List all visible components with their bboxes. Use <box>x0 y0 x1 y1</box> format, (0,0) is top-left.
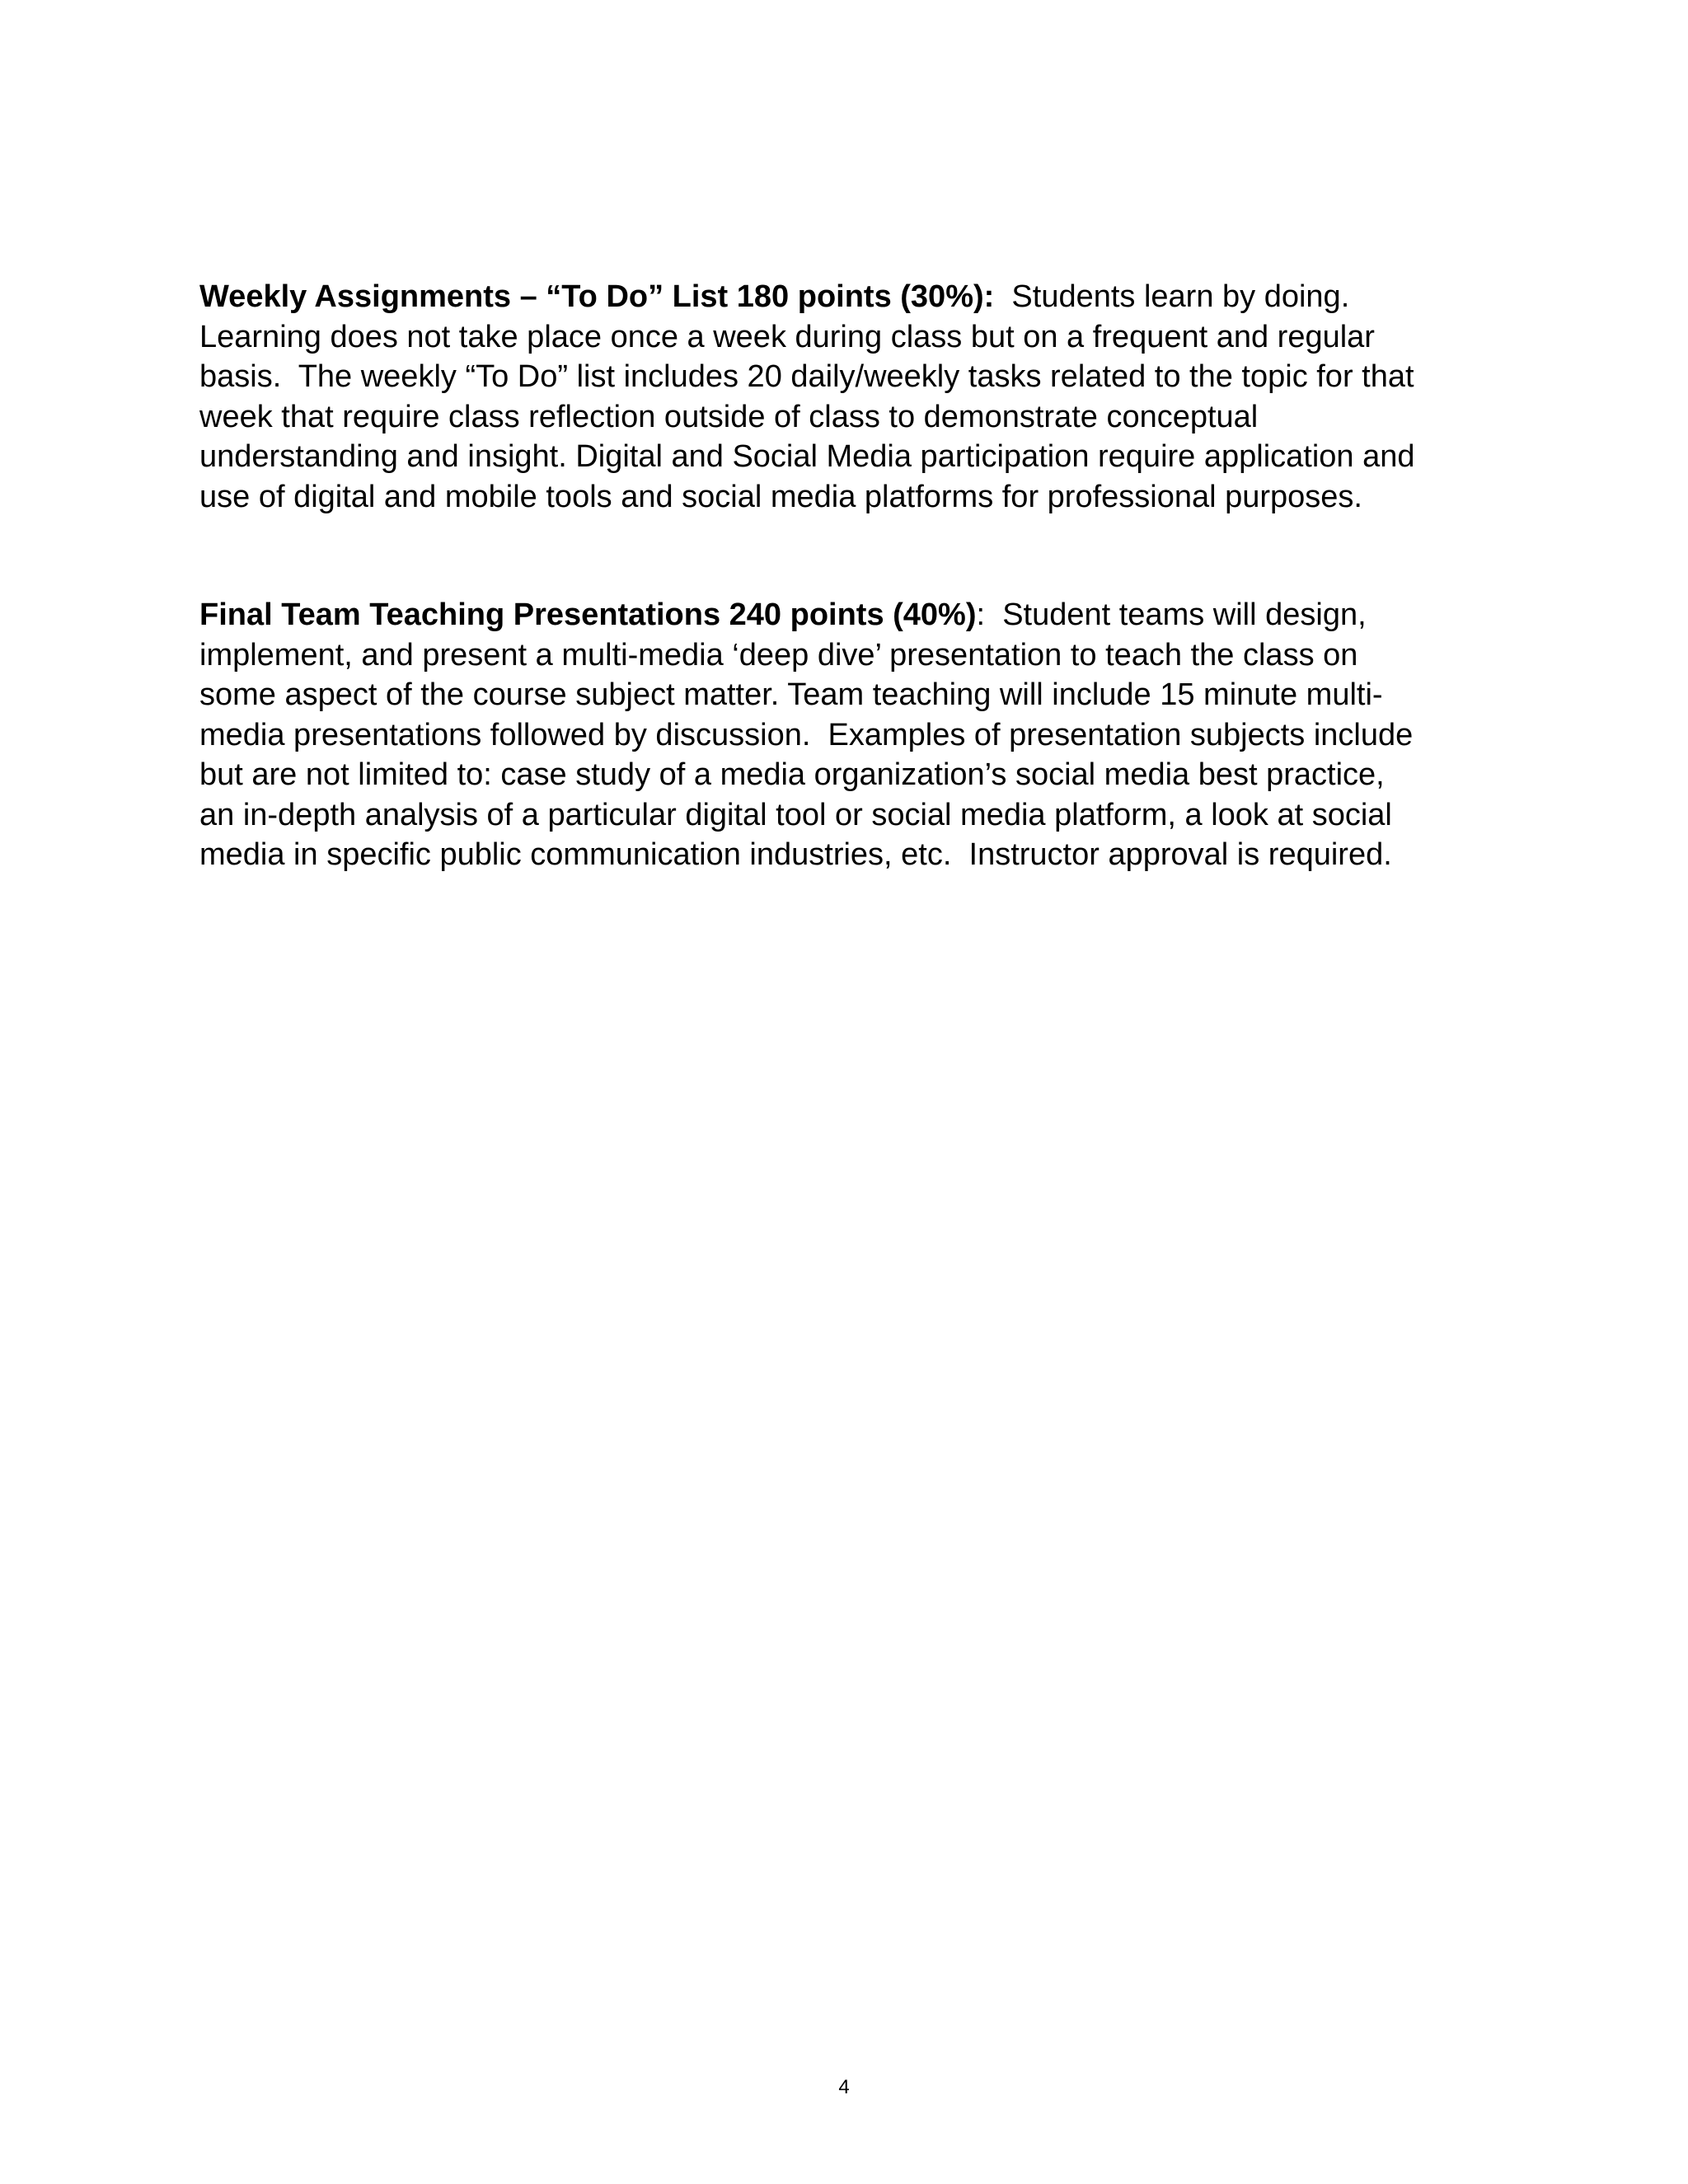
final-presentations-text: but are not limited to: case study of a media organization’s social media best practice, <box>199 757 1385 792</box>
final-presentations-heading: Final Team Teaching Presentations 240 points (40%) <box>199 598 977 632</box>
weekly-assignments-section <box>199 277 1518 517</box>
weekly-assignments-text: Students learn by doing. <box>994 279 1350 314</box>
final-presentations-text: an in-depth analysis of a particular digital tool or social media platform, a look at social <box>199 797 1392 832</box>
final-presentations-text: : Student teams will design, <box>976 598 1367 632</box>
page-number: 4 <box>838 2076 850 2098</box>
final-presentations-text: media in specific public communication industries, etc. Instructor approval is required. <box>199 837 1392 872</box>
final-presentations-section <box>199 595 1518 875</box>
weekly-assignments-text: use of digital and mobile tools and social media platforms for professional purposes. <box>199 479 1362 514</box>
final-presentations-text: media presentations followed by discussion. Examples of presentation subjects include <box>199 717 1414 752</box>
final-presentations-text: implement, and present a multi-media ‘deep dive’ presentation to teach the class on <box>199 637 1358 673</box>
weekly-assignments-text: Learning does not take place once a week during class but on a frequent and regular <box>199 319 1375 354</box>
weekly-assignments-text: week that require class reflection outside of class to demonstrate conceptual <box>199 399 1259 434</box>
weekly-assignments-text: basis. The weekly “To Do” list includes 20 daily/weekly tasks related to the topic for that <box>199 359 1414 394</box>
weekly-assignments-heading: Weekly Assignments – “To Do” List 180 points (30%): <box>199 279 995 314</box>
weekly-assignments-line-1 <box>199 277 1518 317</box>
weekly-assignments-text: understanding and insight. Digital and Social Media participation require application and <box>199 439 1415 474</box>
final-presentations-line-1 <box>199 595 1518 635</box>
final-presentations-text: some aspect of the course subject matter. Team teaching will include 15 minute multi- <box>199 677 1383 712</box>
